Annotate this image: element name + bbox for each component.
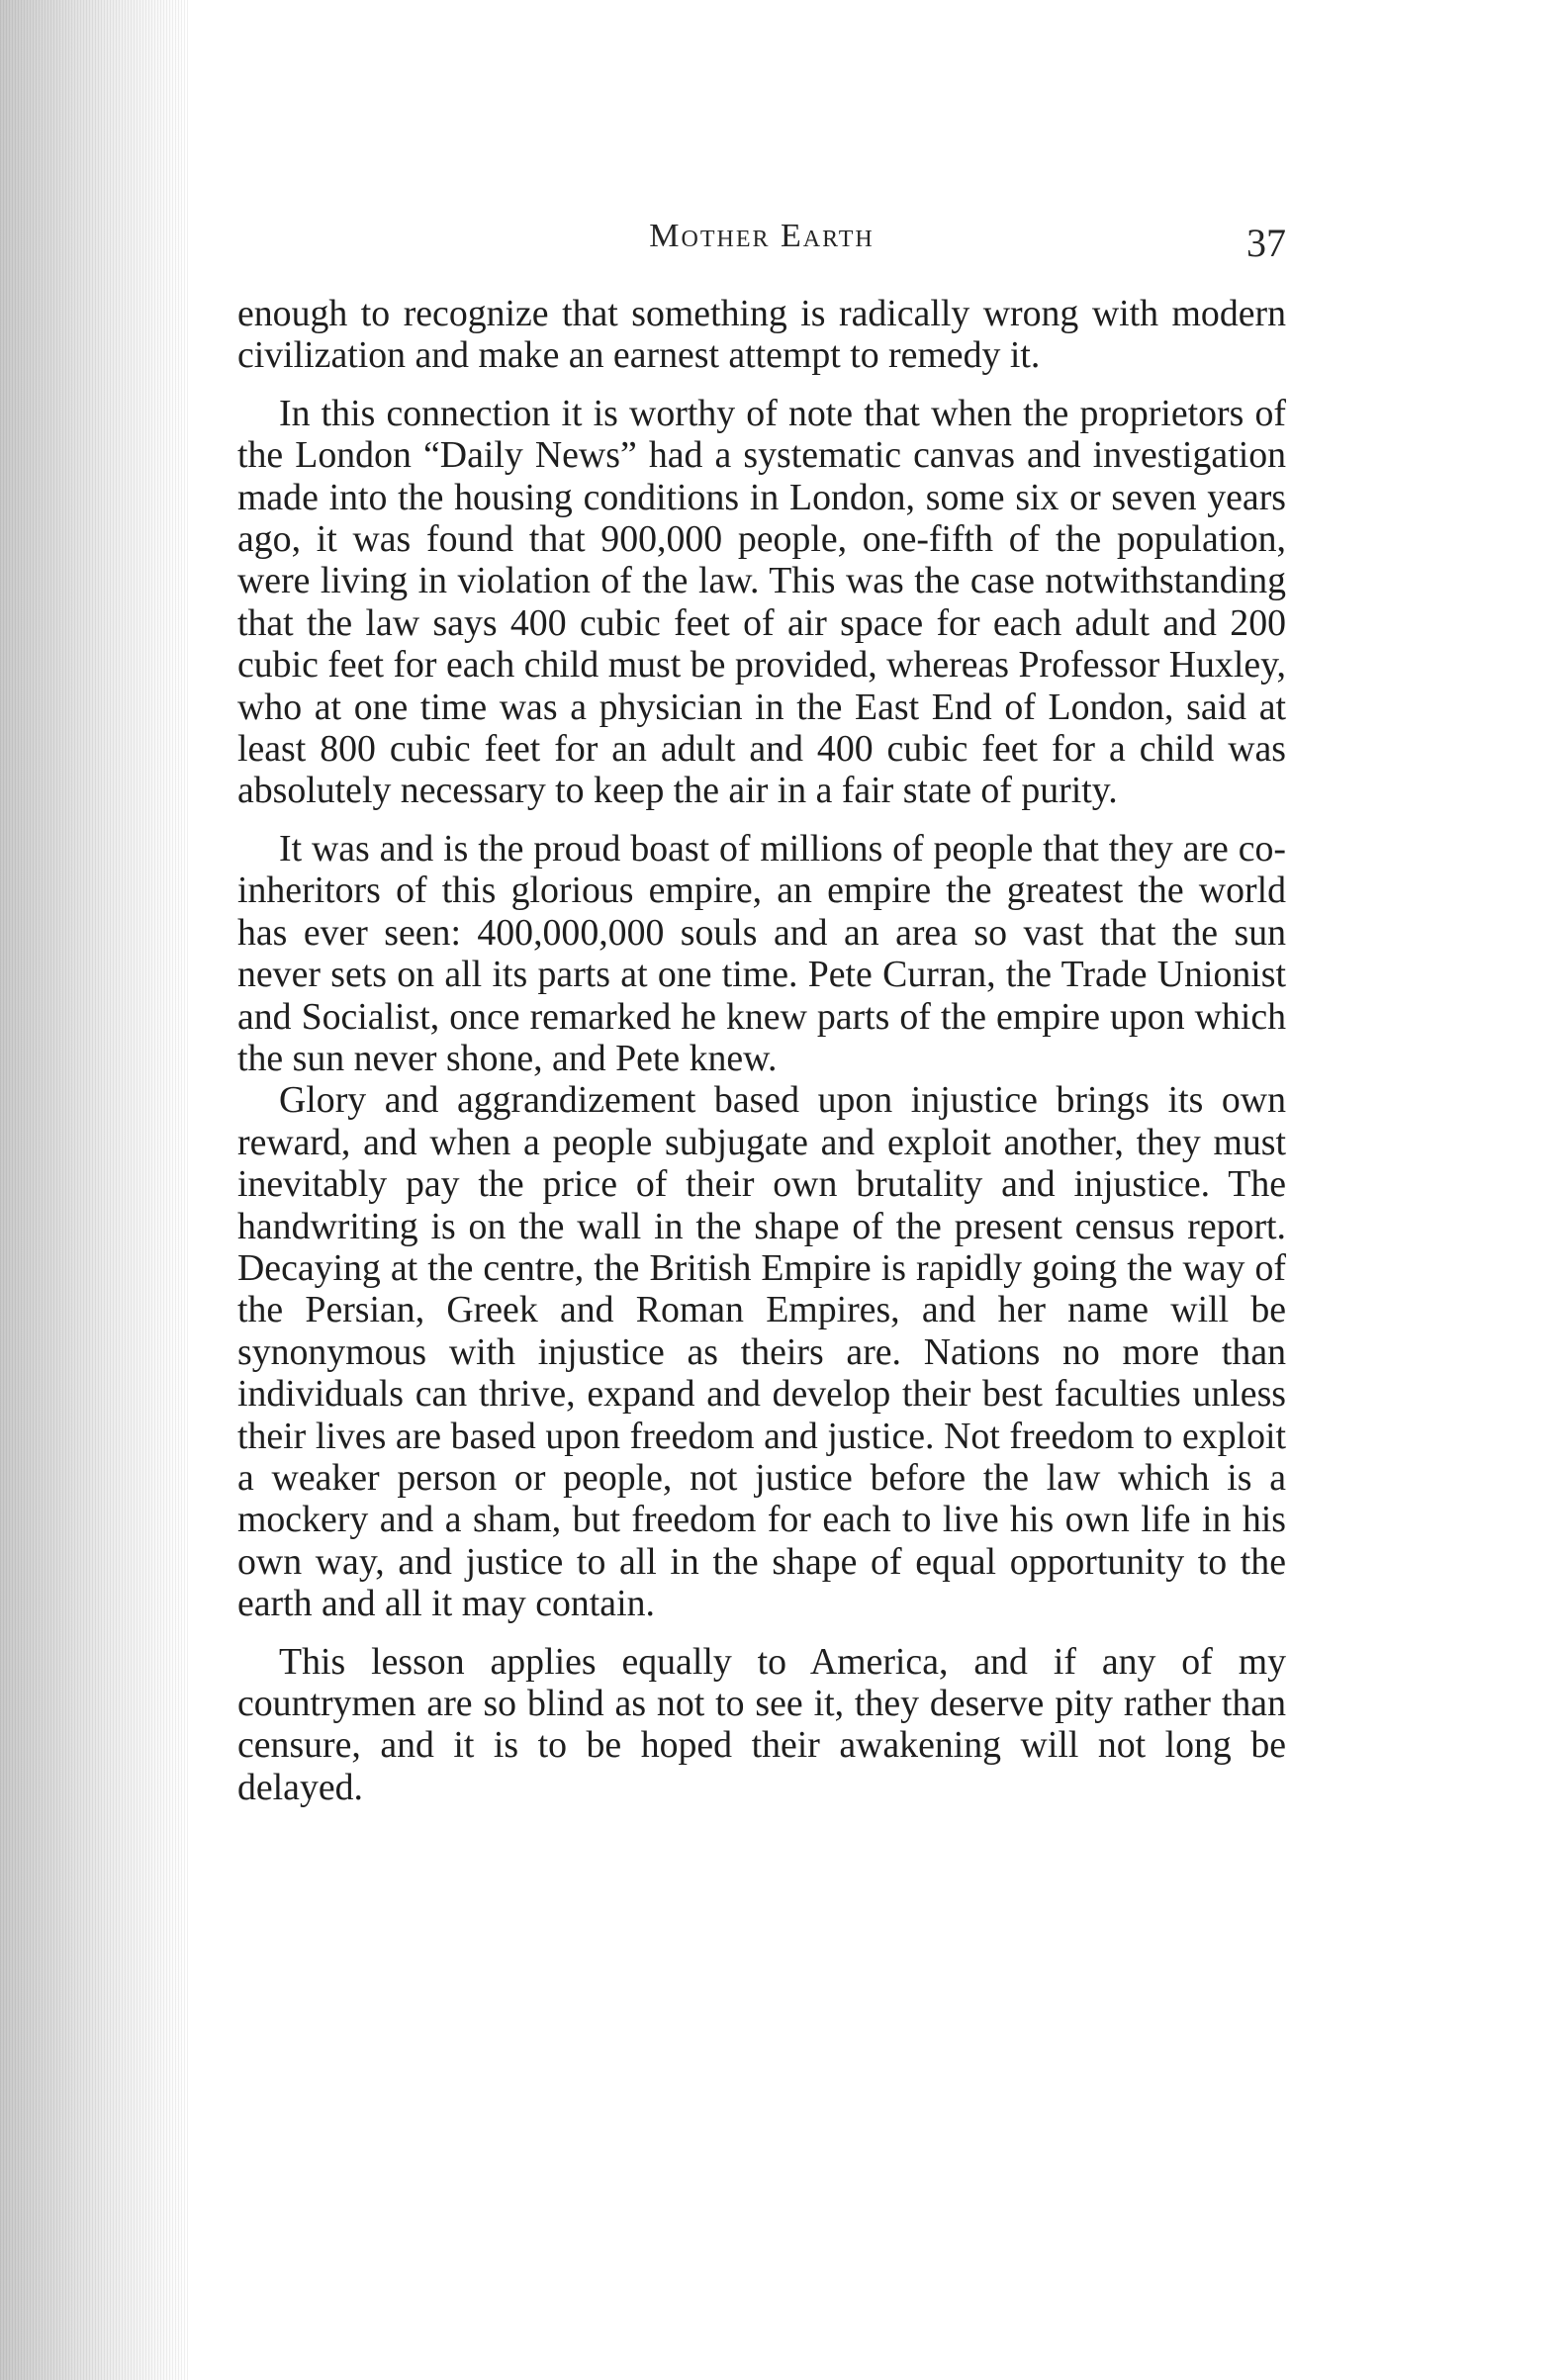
paragraph: It was and is the proud boast of millions of people that they are co-inheritors of this glorious empire, an empire the greatest the world has ever seen: 400,000,000 souls and an area so vast that the sun never sets on all its parts at one time. Pete Curran, the Trade Unionist and Socialist, once remarked he knew parts of the empire upon which the sun never shone, and Pete knew. [237, 827, 1286, 1079]
paragraph: In this connection it is worthy of note that when the proprietors of the London “Daily News” had a systematic canvas and investigation made into the housing conditions in London, some six or seven years ago, it was found that 900,000 people, one-fifth of the population, were living in violation of the law. This was the case notwithstanding that the law says 400 cubic feet of air space for each adult and 200 cubic feet for each child must be provided, whereas Professor Huxley, who at one time was a physician in the East End of London, said at least 800 cubic feet for an adult and 400 cubic feet for a child was absolutely necessary to keep the air in a fair state of purity. [237, 392, 1286, 812]
page-header [237, 218, 1286, 277]
body-text [237, 293, 1286, 1808]
page-number: 37 [1246, 221, 1286, 265]
paragraph: This lesson applies equally to America, and if any of my countrymen are so blind as not to see it, they deserve pity rather than censure, and it is to be hoped their awakening will not long be delayed. [237, 1640, 1286, 1808]
page-binding-edge [0, 0, 188, 2380]
paragraph: Glory and aggrandizement based upon injustice brings its own reward, and when a people subjugate and exploit another, they must inevitably pay the price of their own brutality and injustice. The handwriting is on the wall in the shape of the present census report. Decaying at the centre, the British Empire is rapidly going the way of the Persian, Greek and Roman Empires, and her name will be synonymous with injustice as theirs are. Nations no more than individuals can thrive, expand and develop their best faculties unless their lives are based upon freedom and justice. Not freedom to exploit a weaker person or people, not justice before the law which is a mockery and a sham, but freedom for each to live his own life in his own way, and justice to all in the shape of equal opportunity to the earth and all it may contain. [237, 1079, 1286, 1625]
running-title: Mother Earth [649, 218, 875, 254]
paragraph-continuation: enough to recognize that something is radically wrong with modern civilization and make an earnest attempt to remedy it. [237, 293, 1286, 377]
